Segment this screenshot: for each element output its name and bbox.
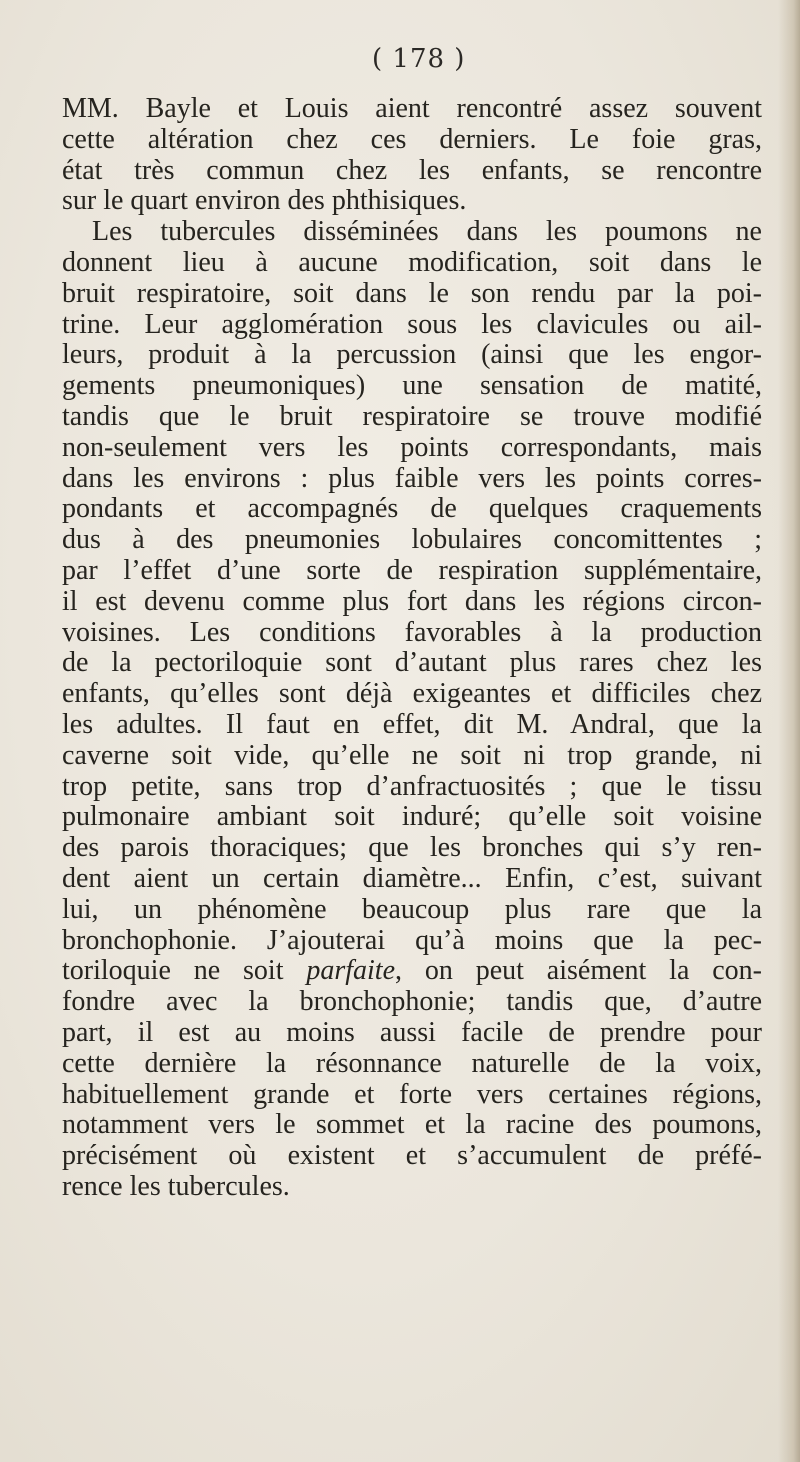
text-line: non-seulement vers les points correspondants, mais	[62, 431, 762, 463]
text-line: les adultes. Il faut en effet, dit M. Andral, que la	[62, 708, 762, 740]
text-line: bronchophonie. J’ajouterai qu’à moins que la pec-	[62, 924, 762, 956]
text-line: trine. Leur agglomération sous les clavicules ou ail-	[62, 308, 762, 340]
text-line: bruit respiratoire, soit dans le son rendu par la poi-	[62, 277, 762, 309]
text-line: état très commun chez les enfants, se rencontre	[62, 154, 762, 186]
page-number: ( 178 )	[372, 44, 466, 74]
text-line: de la pectoriloquie sont d’autant plus rares chez les	[62, 647, 762, 679]
text-line: habituellement grande et forte vers certaines régions,	[62, 1078, 762, 1110]
text-line: dus à des pneumonies lobulaires concomittentes ;	[62, 524, 762, 556]
text-line: donnent lieu à aucune modification, soit dans le	[62, 246, 762, 278]
text-line: précisément où existent et s’accumulent de préfé-	[62, 1140, 762, 1172]
text-line: sur le quart environ des phthisiques.	[62, 185, 467, 217]
text-line: enfants, qu’elles sont déjà exigeantes et difficiles chez	[62, 678, 762, 710]
text-line: part, il est au moins aussi facile de prendre pour	[62, 1016, 762, 1048]
text-line: rence les tubercules.	[62, 1170, 290, 1202]
text-line: MM. Bayle et Louis aient rencontré assez souvent	[62, 93, 762, 124]
body-text	[62, 94, 762, 1203]
text-line: trop petite, sans trop d’anfractuosités ; que le tissu	[62, 770, 762, 802]
text-line: pulmonaire ambiant soit induré; qu’elle soit voisine	[62, 801, 762, 833]
text-line: notamment vers le sommet et la racine des poumons,	[62, 1109, 762, 1141]
text-line: cette dernière la résonnance naturelle de la voix,	[62, 1047, 762, 1079]
text-line-with-italic	[62, 956, 762, 987]
page-edge-shadow	[778, 0, 800, 1462]
text-line: leurs, produit à la percussion (ainsi que les engor-	[62, 339, 762, 371]
text-line: lui, un phénomène beaucoup plus rare que la	[62, 893, 762, 925]
text-line: dans les environs : plus faible vers les points corres-	[62, 462, 762, 494]
text-line: voisines. Les conditions favorables à la production	[62, 616, 762, 648]
italic-word: parfaite	[306, 955, 396, 987]
text-line: cette altération chez ces derniers. Le foie gras,	[62, 123, 762, 155]
text-line: Les tubercules disséminées dans les poumons ne	[92, 216, 762, 248]
text-line: caverne soit vide, qu’elle ne soit ni trop grande, ni	[62, 739, 762, 771]
text-line: par l’effet d’une sorte de respiration supplémentaire,	[62, 554, 762, 586]
text-line: fondre avec la bronchophonie; tandis que, d’autre	[62, 986, 762, 1018]
text-line: dent aient un certain diamètre... Enfin, c’est, suivant	[62, 862, 762, 894]
text-segment: , on peut aisément la con-	[395, 955, 762, 987]
text-line: pondants et accompagnés de quelques craquements	[62, 493, 762, 525]
text-line: il est devenu comme plus fort dans les régions circon-	[62, 585, 762, 617]
text-line: des parois thoraciques; que les bronches qui s’y ren-	[62, 832, 762, 864]
text-line: gements pneumoniques) une sensation de matité,	[62, 370, 762, 402]
text-line: tandis que le bruit respiratoire se trouve modifié	[62, 400, 762, 432]
text-segment: toriloquie ne soit	[62, 955, 284, 987]
